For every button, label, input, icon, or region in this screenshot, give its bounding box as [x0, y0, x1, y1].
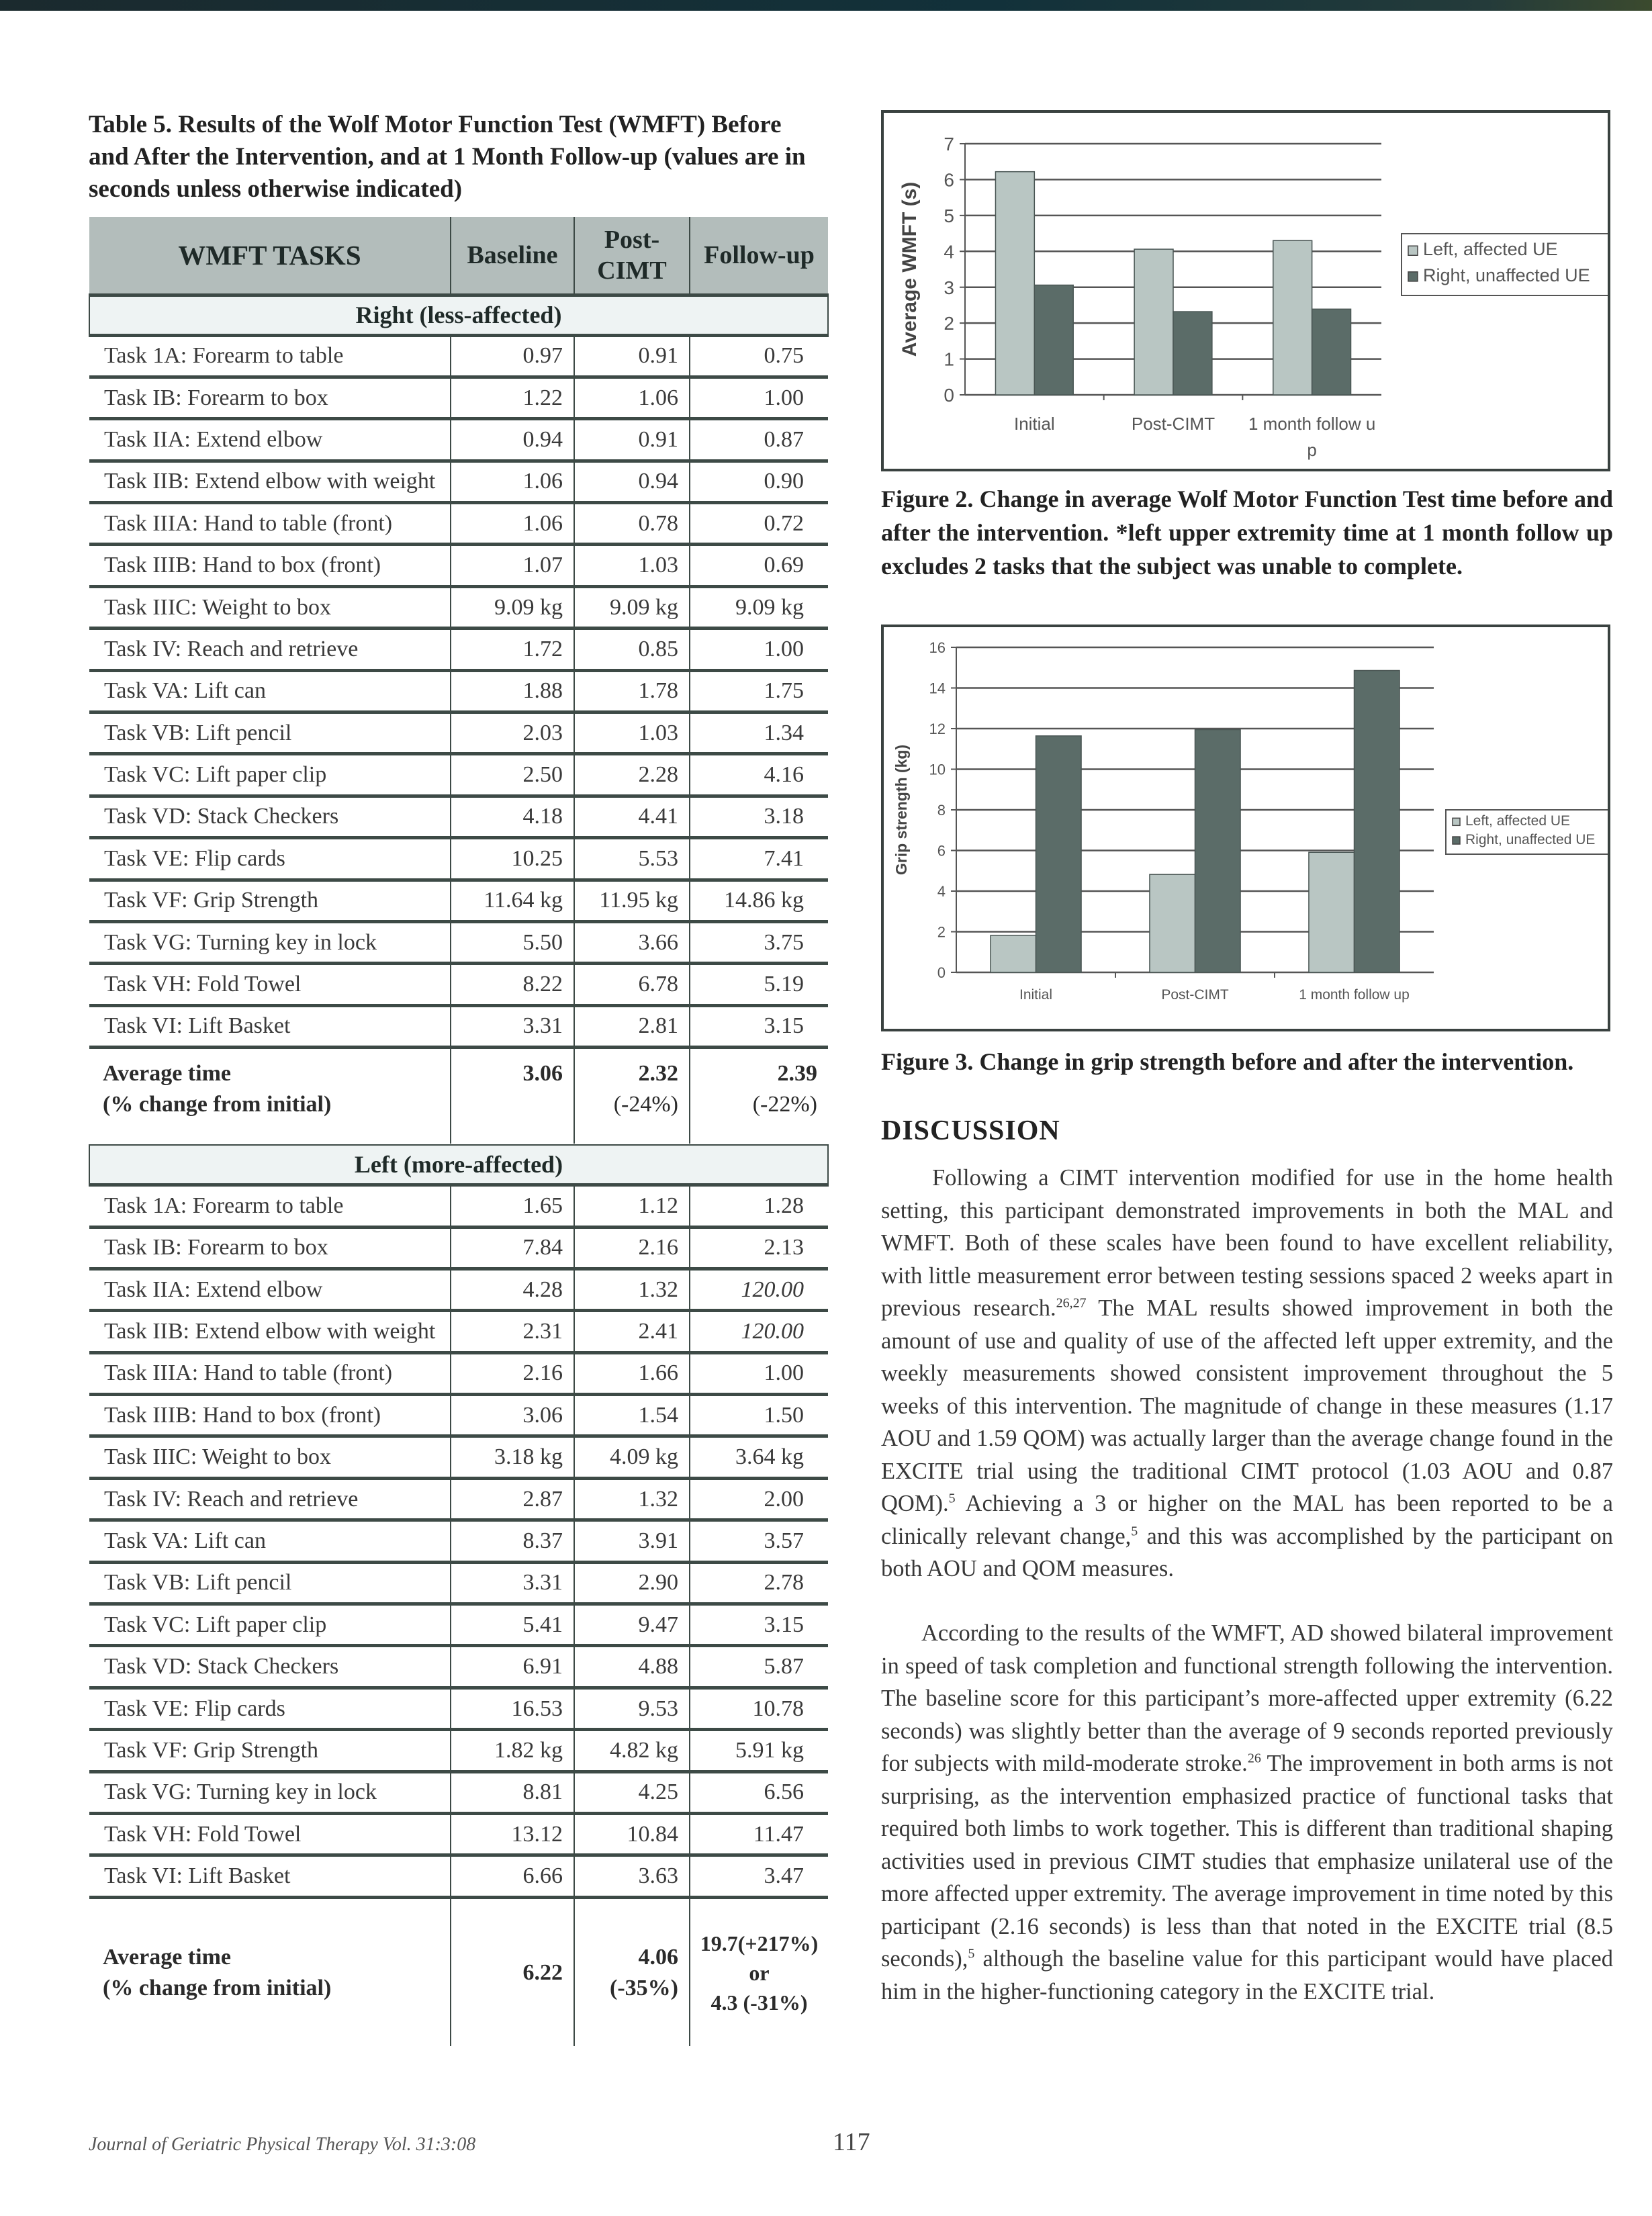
task-name: Task VD: Stack Checkers: [89, 1646, 451, 1688]
table-row: [89, 670, 828, 712]
table-row: [89, 1771, 828, 1813]
baseline-value: 11.64 kg: [451, 880, 574, 921]
y-tick-label: 6: [937, 842, 946, 860]
follow-up-value: 5.87: [690, 1646, 828, 1688]
baseline-value: 6.66: [451, 1855, 574, 1897]
baseline-value: 5.41: [451, 1604, 574, 1646]
post-cimt-value: 9.53: [574, 1688, 690, 1729]
discussion-heading: DISCUSSION: [881, 1115, 1060, 1146]
task-name: Task VH: Fold Towel: [89, 1814, 451, 1855]
table-row: [89, 754, 828, 796]
table-body: [89, 295, 828, 2046]
baseline-value: 1.07: [451, 545, 574, 586]
task-name: Task VC: Lift paper clip: [89, 754, 451, 796]
table-row: [89, 796, 828, 837]
table-caption: Table 5. Results of the Wolf Motor Function Test (WMFT) Before and After the Intervention, and at 1 Month Follow-up (values are in seconds unless otherwise indicated): [89, 111, 806, 203]
table-row: [89, 1311, 828, 1352]
section-title: Right (less-affected): [89, 295, 828, 335]
task-name: Task IV: Reach and retrieve: [89, 1478, 451, 1520]
bar-left-affected: [1309, 852, 1355, 972]
follow-up-value: 120.00: [690, 1268, 828, 1310]
task-name: Task VH: Fold Towel: [89, 964, 451, 1005]
post-cimt-value: 4.25: [574, 1771, 690, 1813]
baseline-value: 2.87: [451, 1478, 574, 1520]
table-row: [89, 586, 828, 628]
legend-label: Right, unaffected UE: [1423, 265, 1590, 285]
follow-up-value: 0.72: [690, 503, 828, 545]
bar-right-unaffected: [1036, 736, 1082, 972]
average-row: [89, 1048, 828, 1144]
task-name: Task IIIC: Weight to box: [89, 586, 451, 628]
follow-up-value: 1.00: [690, 1352, 828, 1394]
discussion-paragraph-2: [881, 1617, 1613, 2008]
baseline-value: 2.16: [451, 1352, 574, 1394]
follow-up-value: 3.47: [690, 1855, 828, 1897]
post-cimt-value: 2.90: [574, 1562, 690, 1604]
baseline-value: 1.06: [451, 461, 574, 502]
table-section-header: [89, 1145, 828, 1185]
baseline-value: 3.06: [451, 1395, 574, 1436]
citation-superscript: 26: [1247, 1751, 1261, 1766]
table-row: [89, 838, 828, 880]
baseline-value: 10.25: [451, 838, 574, 880]
average-baseline-value: 3.06: [522, 1061, 563, 1087]
task-name: Task VI: Lift Basket: [89, 1855, 451, 1897]
baseline-value: 8.37: [451, 1520, 574, 1562]
post-cimt-value: 0.91: [574, 335, 690, 377]
follow-up-value: 3.57: [690, 1520, 828, 1562]
follow-up-value: 1.28: [690, 1185, 828, 1227]
post-cimt-value: 0.78: [574, 503, 690, 545]
paragraph-text: and this was accomplished by the participant on both AOU and QOM measures.: [881, 1523, 1613, 1581]
baseline-value: 1.22: [451, 377, 574, 418]
follow-up-value: 0.90: [690, 461, 828, 502]
baseline-value: 13.12: [451, 1814, 574, 1855]
paragraph-text: Following a CIMT intervention modified for use in the home health setting, this participant demonstrated improvements in both the MAL and WMFT. Both of these scales have been found to have excellent reliability, with little measurement error between testing sessions spaced 2 weeks apart in previous research.: [881, 1165, 1613, 1321]
task-name: Task IIIA: Hand to table (front): [89, 503, 451, 545]
y-tick-label: 2: [937, 923, 946, 941]
follow-up-value: 3.64 kg: [690, 1436, 828, 1478]
x-category-label: 1 month follow u p: [1248, 414, 1376, 460]
legend-swatch-right-unaffected: [1453, 837, 1460, 844]
table-row: [89, 964, 828, 1005]
post-cimt-value: 1.32: [574, 1268, 690, 1310]
table-row: [89, 1395, 828, 1436]
table-row: [89, 1352, 828, 1394]
citation-superscript: 5: [968, 1946, 975, 1961]
table-row: [89, 461, 828, 502]
table-row: [89, 1185, 828, 1227]
baseline-value: 1.88: [451, 670, 574, 712]
post-cimt-value: 4.82 kg: [574, 1730, 690, 1771]
task-name: Task VG: Turning key in lock: [89, 921, 451, 963]
task-name: Task VI: Lift Basket: [89, 1005, 451, 1047]
post-cimt-value: 1.54: [574, 1395, 690, 1436]
y-tick-label: 4: [937, 882, 946, 900]
baseline-value: 3.31: [451, 1562, 574, 1604]
y-tick-label: 0: [937, 964, 946, 981]
average-post-percent: (-24%): [613, 1092, 678, 1117]
task-name: Task VB: Lift pencil: [89, 712, 451, 754]
x-category-label: Post-CIMT: [1161, 987, 1229, 1003]
footer-journal-citation: Journal of Geriatric Physical Therapy Vol. 31:3:08: [89, 2134, 476, 2155]
citation-superscript: 5: [1131, 1524, 1138, 1538]
task-name: Task IIIA: Hand to table (front): [89, 1352, 451, 1394]
baseline-value: 2.50: [451, 754, 574, 796]
average-label: [89, 1048, 451, 1144]
task-name: Task VF: Grip Strength: [89, 880, 451, 921]
y-tick-label: 5: [944, 205, 954, 226]
average-row: [89, 1897, 828, 2046]
follow-up-value: 3.75: [690, 921, 828, 963]
post-cimt-value: 3.63: [574, 1855, 690, 1897]
baseline-value: 5.50: [451, 921, 574, 963]
y-axis-label: Average WMFT (s): [899, 181, 921, 357]
task-name: Task IIA: Extend elbow: [89, 419, 451, 461]
baseline-value: 3.31: [451, 1005, 574, 1047]
post-cimt-value: 1.12: [574, 1185, 690, 1227]
table-row: [89, 1436, 828, 1478]
figure-2-svg: [884, 113, 1608, 469]
task-name: Task VE: Flip cards: [89, 1688, 451, 1729]
follow-up-value: 4.16: [690, 754, 828, 796]
task-name: Task IV: Reach and retrieve: [89, 629, 451, 670]
table-row: [89, 1604, 828, 1646]
x-category-label: Initial: [1013, 414, 1055, 434]
follow-up-value: 2.00: [690, 1478, 828, 1520]
table-row: [89, 880, 828, 921]
follow-up-value: 1.00: [690, 629, 828, 670]
figure-3-chart: [881, 625, 1610, 1031]
citation-superscript: 26,27: [1056, 1295, 1087, 1311]
x-category-label: Post-CIMT: [1131, 414, 1215, 434]
figure-2-caption: Figure 2. Change in average Wolf Motor Function Test time before and after the intervention. *left upper extremity time at 1 month follow up excludes 2 tasks that the subject was unable to complete.: [881, 486, 1613, 580]
average-label-line1: Average time: [103, 1944, 231, 1970]
paragraph-text: The improvement in both arms is not surprising, as the intervention emphasized practice of functional tasks that required both limbs to work together. This is different than traditional shaping activities used in previous CIMT studies that emphasize unilateral use of the more affected upper extremity. The average improvement in time noted by this participant (2.16 seconds) is less than that noted in the EXCITE trial (8.5 seconds),: [881, 1751, 1613, 1972]
average-baseline: [451, 1897, 574, 2046]
follow-up-value: 5.19: [690, 964, 828, 1005]
post-cimt-value: 0.85: [574, 629, 690, 670]
follow-up-value: 1.75: [690, 670, 828, 712]
legend-swatch-right-unaffected: [1408, 272, 1418, 281]
post-cimt-value: 4.88: [574, 1646, 690, 1688]
x-category-label: Initial: [1019, 987, 1053, 1003]
follow-up-value: 9.09 kg: [690, 586, 828, 628]
average-post-value: 4.06: [638, 1944, 678, 1970]
bar-right-unaffected: [1173, 312, 1212, 395]
baseline-value: 8.81: [451, 1771, 574, 1813]
header-follow-up: Follow-up: [690, 217, 828, 295]
follow-up-value: 1.50: [690, 1395, 828, 1436]
table-row: [89, 1227, 828, 1268]
baseline-value: 1.72: [451, 629, 574, 670]
post-cimt-value: 4.09 kg: [574, 1436, 690, 1478]
average-follow-up-value: 19.7(+217%): [700, 1931, 819, 1955]
bar-left-affected: [1134, 249, 1173, 395]
follow-up-value: 3.15: [690, 1604, 828, 1646]
baseline-value: 2.31: [451, 1311, 574, 1352]
y-tick-label: 2: [944, 313, 954, 334]
paragraph-text: Achieving a 3 or higher on the MAL has been reported to be a clinically relevant change,: [881, 1491, 1613, 1549]
paragraph-text: The MAL results showed improvement in both the amount of use and quality of use of the affected left upper extremity, and the weekly measurements showed consistent improvement throughout the 5 weeks of this intervention. The magnitude of change in these measures (1.17 AOU and 1.59 QOM) was actually larger than the average change found in the EXCITE trial using the traditional CIMT protocol (1.03 AOU and 0.87 QOM).: [881, 1295, 1613, 1516]
post-cimt-value: 0.91: [574, 419, 690, 461]
y-axis-label: Grip strength (kg): [892, 744, 910, 876]
table-row: [89, 1646, 828, 1688]
post-cimt-value: 2.81: [574, 1005, 690, 1047]
average-post-cimt: [574, 1048, 690, 1144]
figure-3-caption: Figure 3. Change in grip strength before and after the intervention.: [881, 1048, 1574, 1075]
paragraph-text: although the baseline value for this participant would have placed him in the higher-functioning category in the EXCITE trial.: [881, 1946, 1613, 2004]
follow-up-value: 3.15: [690, 1005, 828, 1047]
y-tick-label: 12: [929, 720, 946, 737]
table-row: [89, 1478, 828, 1520]
average-baseline: [451, 1048, 574, 1144]
average-label-line2: (% change from initial): [103, 1092, 332, 1117]
bar-right-unaffected: [1034, 285, 1073, 395]
bar-right-unaffected: [1355, 670, 1400, 972]
legend-swatch-left-affected: [1408, 246, 1418, 255]
average-post-value: 2.32: [638, 1061, 678, 1087]
y-tick-label: 0: [944, 385, 954, 406]
task-name: Task VD: Stack Checkers: [89, 796, 451, 837]
post-cimt-value: 1.03: [574, 712, 690, 754]
follow-up-value: 0.69: [690, 545, 828, 586]
table-section-header: [89, 295, 828, 335]
y-tick-label: 10: [929, 761, 946, 778]
follow-up-value: 1.34: [690, 712, 828, 754]
follow-up-value: 0.87: [690, 419, 828, 461]
task-name: Task IIIC: Weight to box: [89, 1436, 451, 1478]
task-name: Task VA: Lift can: [89, 670, 451, 712]
header-baseline: Baseline: [451, 217, 574, 295]
baseline-value: 6.91: [451, 1646, 574, 1688]
table-row: [89, 1268, 828, 1310]
y-tick-label: 1: [944, 349, 954, 370]
task-name: Task VA: Lift can: [89, 1520, 451, 1562]
table-row: [89, 1730, 828, 1771]
post-cimt-value: 6.78: [574, 964, 690, 1005]
task-name: Task IB: Forearm to box: [89, 1227, 451, 1268]
baseline-value: 0.97: [451, 335, 574, 377]
post-cimt-value: 1.06: [574, 377, 690, 418]
post-cimt-value: 9.47: [574, 1604, 690, 1646]
baseline-value: 2.03: [451, 712, 574, 754]
task-name: Task IIA: Extend elbow: [89, 1268, 451, 1310]
table-row: [89, 1520, 828, 1562]
table-row: [89, 419, 828, 461]
legend-swatch-left-affected: [1453, 818, 1460, 825]
average-label-line2: (% change from initial): [103, 1975, 332, 2000]
y-tick-label: 16: [929, 639, 946, 656]
table-row: [89, 335, 828, 377]
task-name: Task VF: Grip Strength: [89, 1730, 451, 1771]
average-post-percent: (-35%): [610, 1975, 678, 2000]
x-category-label: 1 month follow up: [1299, 987, 1410, 1003]
follow-up-value: 5.91 kg: [690, 1730, 828, 1771]
task-name: Task IIB: Extend elbow with weight: [89, 461, 451, 502]
follow-up-value: 2.78: [690, 1562, 828, 1604]
post-cimt-value: 11.95 kg: [574, 880, 690, 921]
follow-up-value: 3.18: [690, 796, 828, 837]
task-name: Task VC: Lift paper clip: [89, 1604, 451, 1646]
paragraph-text: According to the results of the WMFT, AD showed bilateral improvement in speed of task completion and functional strength following the intervention. The baseline score for this participant’s more-affected upper extremity (6.22 seconds) was slightly better than the average of 9 seconds reported previously for subjects with mild-moderate stroke.: [881, 1620, 1613, 1776]
task-name: Task IIIB: Hand to box (front): [89, 545, 451, 586]
y-tick-label: 3: [944, 277, 954, 298]
table-row: [89, 1855, 828, 1897]
average-follow-up-or: or: [749, 1960, 770, 1985]
header-post-cimt: Post-CIMT: [574, 217, 690, 295]
follow-up-value: 6.56: [690, 1771, 828, 1813]
follow-up-value: 10.78: [690, 1688, 828, 1729]
table-row: [89, 1005, 828, 1047]
table-row: [89, 712, 828, 754]
bar-left-affected: [991, 935, 1036, 972]
follow-up-value: 120.00: [690, 1311, 828, 1352]
table-row: [89, 503, 828, 545]
task-name: Task VG: Turning key in lock: [89, 1771, 451, 1813]
legend-label: Right, unaffected UE: [1465, 831, 1596, 847]
wmft-results-table: [89, 217, 829, 2046]
table-row: [89, 921, 828, 963]
bar-right-unaffected: [1312, 309, 1351, 395]
average-follow-up: [690, 1897, 828, 2046]
table-row: [89, 545, 828, 586]
y-tick-label: 7: [944, 134, 954, 155]
table-row: [89, 377, 828, 418]
post-cimt-value: 3.66: [574, 921, 690, 963]
baseline-value: 7.84: [451, 1227, 574, 1268]
table-row: [89, 1562, 828, 1604]
follow-up-value: 1.00: [690, 377, 828, 418]
baseline-value: 0.94: [451, 419, 574, 461]
task-name: Task IB: Forearm to box: [89, 377, 451, 418]
y-tick-label: 14: [929, 680, 946, 697]
figure-2-chart: [881, 110, 1610, 471]
post-cimt-value: 2.28: [574, 754, 690, 796]
y-tick-label: 6: [944, 169, 954, 191]
follow-up-value: 11.47: [690, 1814, 828, 1855]
post-cimt-value: 1.03: [574, 545, 690, 586]
post-cimt-value: 3.91: [574, 1520, 690, 1562]
post-cimt-value: 9.09 kg: [574, 586, 690, 628]
page-top-edge: [0, 0, 1652, 11]
average-follow-up-percent: 4.3 (-31%): [710, 1990, 808, 2015]
y-tick-label: 4: [944, 241, 954, 263]
table-row: [89, 629, 828, 670]
citation-superscript: 5: [948, 1491, 956, 1506]
baseline-value: 16.53: [451, 1688, 574, 1729]
post-cimt-value: 5.53: [574, 838, 690, 880]
legend-label: Left, affected UE: [1465, 813, 1571, 829]
average-follow-up-value: 2.39: [777, 1061, 817, 1087]
post-cimt-value: 2.41: [574, 1311, 690, 1352]
baseline-value: 4.28: [451, 1268, 574, 1310]
baseline-value: 9.09 kg: [451, 586, 574, 628]
baseline-value: 3.18 kg: [451, 1436, 574, 1478]
bar-left-affected: [1273, 240, 1312, 395]
task-name: Task IIB: Extend elbow with weight: [89, 1311, 451, 1352]
section-title: Left (more-affected): [89, 1145, 828, 1185]
baseline-value: 1.82 kg: [451, 1730, 574, 1771]
task-name: Task VB: Lift pencil: [89, 1562, 451, 1604]
follow-up-value: 7.41: [690, 838, 828, 880]
bar-right-unaffected: [1195, 730, 1241, 972]
post-cimt-value: 10.84: [574, 1814, 690, 1855]
baseline-value: 1.65: [451, 1185, 574, 1227]
follow-up-value: 0.75: [690, 335, 828, 377]
task-name: Task IIIB: Hand to box (front): [89, 1395, 451, 1436]
post-cimt-value: 4.41: [574, 796, 690, 837]
follow-up-value: 14.86 kg: [690, 880, 828, 921]
table-row: [89, 1814, 828, 1855]
discussion-paragraph-1: [881, 1162, 1613, 1585]
follow-up-value: 2.13: [690, 1227, 828, 1268]
post-cimt-value: 0.94: [574, 461, 690, 502]
baseline-value: 4.18: [451, 796, 574, 837]
post-cimt-value: 2.16: [574, 1227, 690, 1268]
average-follow-up-percent: (-22%): [752, 1092, 817, 1117]
baseline-value: 1.06: [451, 503, 574, 545]
task-name: Task 1A: Forearm to table: [89, 335, 451, 377]
task-name: Task 1A: Forearm to table: [89, 1185, 451, 1227]
post-cimt-value: 1.32: [574, 1478, 690, 1520]
legend-label: Left, affected UE: [1423, 239, 1558, 260]
table-row: [89, 1688, 828, 1729]
average-baseline-value: 6.22: [522, 1959, 563, 1985]
baseline-value: 8.22: [451, 964, 574, 1005]
average-label: [89, 1897, 451, 2046]
average-post-cimt: [574, 1897, 690, 2046]
average-label-line1: Average time: [103, 1061, 231, 1087]
header-tasks: WMFT TASKS: [89, 217, 451, 295]
figure-3-svg: [884, 627, 1608, 1029]
post-cimt-value: 1.66: [574, 1352, 690, 1394]
page-number: 117: [833, 2128, 870, 2156]
table-header-row: [89, 217, 828, 295]
bar-left-affected: [995, 172, 1034, 395]
task-name: Task VE: Flip cards: [89, 838, 451, 880]
average-follow-up: [690, 1048, 828, 1144]
bar-left-affected: [1150, 874, 1195, 972]
post-cimt-value: 1.78: [574, 670, 690, 712]
y-tick-label: 8: [937, 801, 946, 819]
